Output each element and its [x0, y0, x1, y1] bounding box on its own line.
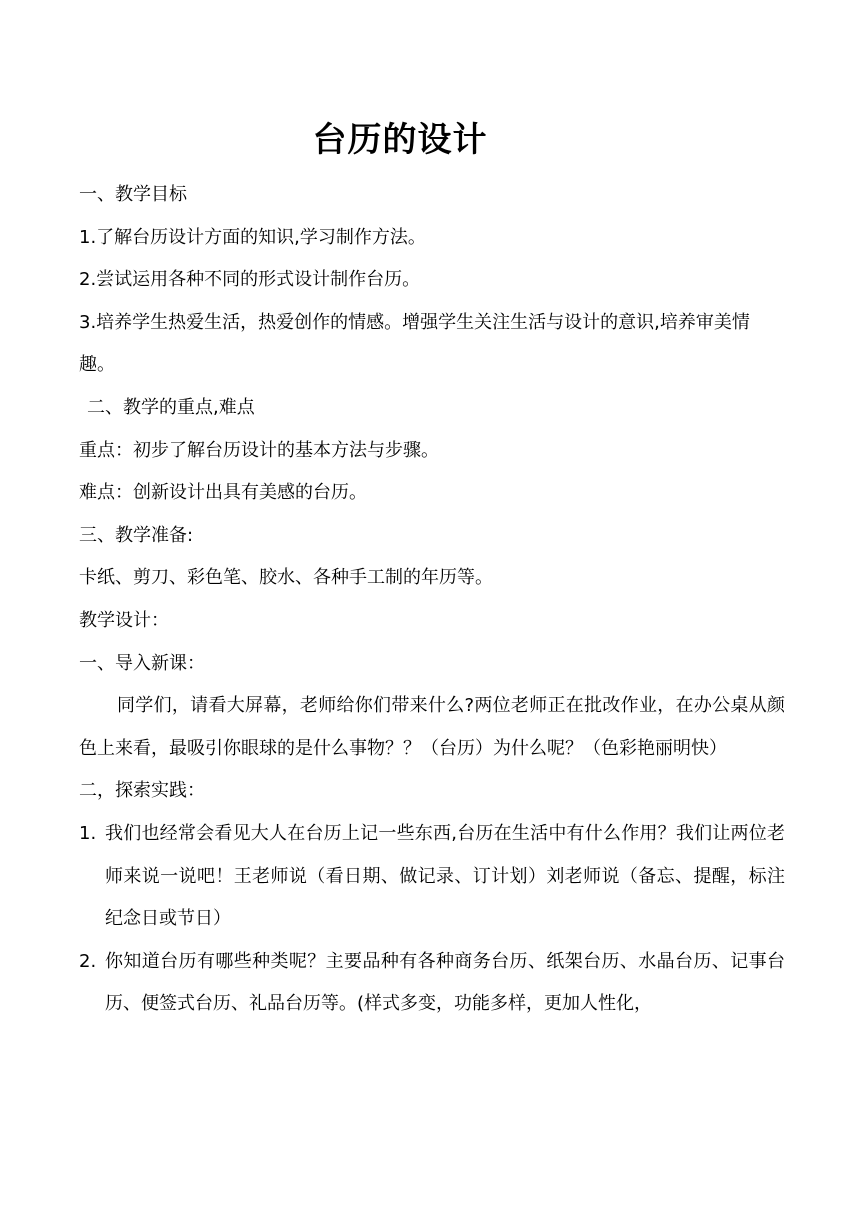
document-body: [79, 174, 785, 1026]
objective-item: 1.了解台历设计方面的知识,学习制作方法。: [79, 226, 426, 248]
section-heading-practice: 二，探索实践：: [79, 780, 205, 802]
difficulty-text: 难点：创新设计出具有美感的台历。: [79, 482, 367, 504]
list-item-number: 1.: [79, 822, 97, 844]
section-heading-key-points: 二、教学的重点,难点: [87, 396, 255, 418]
key-point-text: 重点：初步了解台历设计的基本方法与步骤。: [79, 439, 439, 461]
document-title: 台历的设计: [312, 120, 488, 160]
introduction-text: 同学们，请看大屏幕，老师给你们带来什么?两位老师正在批改作业，在办公桌从颜色上来看，最吸引你眼球的是什么事物？？（台历）为什么呢？（色彩艳丽明快）: [79, 695, 785, 759]
section-heading-introduction: 一、导入新课：: [79, 652, 205, 674]
section-heading-preparation: 三、教学准备:: [79, 524, 194, 546]
list-item-text: 你知道台历有哪些种类呢？主要品种有各种商务台历、纸架台历、水晶台历、记事台历、便签式台历、礼品台历等。(样式多变，功能多样，更加人性化，: [105, 950, 785, 1015]
list-item: [79, 941, 785, 1026]
list-item-number: 2.: [79, 950, 97, 972]
list-item-text: 我们也经常会看见大人在台历上记一些东西,台历在生活中有什么作用？我们让两位老师来说一说吧！王老师说（看日期、做记录、订计划）刘老师说（备忘、提醒，标注纪念日或节日）: [105, 822, 785, 930]
objective-item: 3.培养学生热爱生活，热爱创作的情感。增强学生关注生活与设计的意识,培养审美情趣。: [79, 311, 750, 376]
preparation-text: 卡纸、剪刀、彩色笔、胶水、各种手工制的年历等。: [79, 567, 493, 589]
objective-item: 2.尝试运用各种不同的形式设计制作台历。: [79, 269, 421, 291]
section-heading-objectives: 一、教学目标: [79, 184, 187, 205]
section-heading-design: 教学设计：: [79, 609, 169, 631]
list-item: [79, 813, 785, 941]
